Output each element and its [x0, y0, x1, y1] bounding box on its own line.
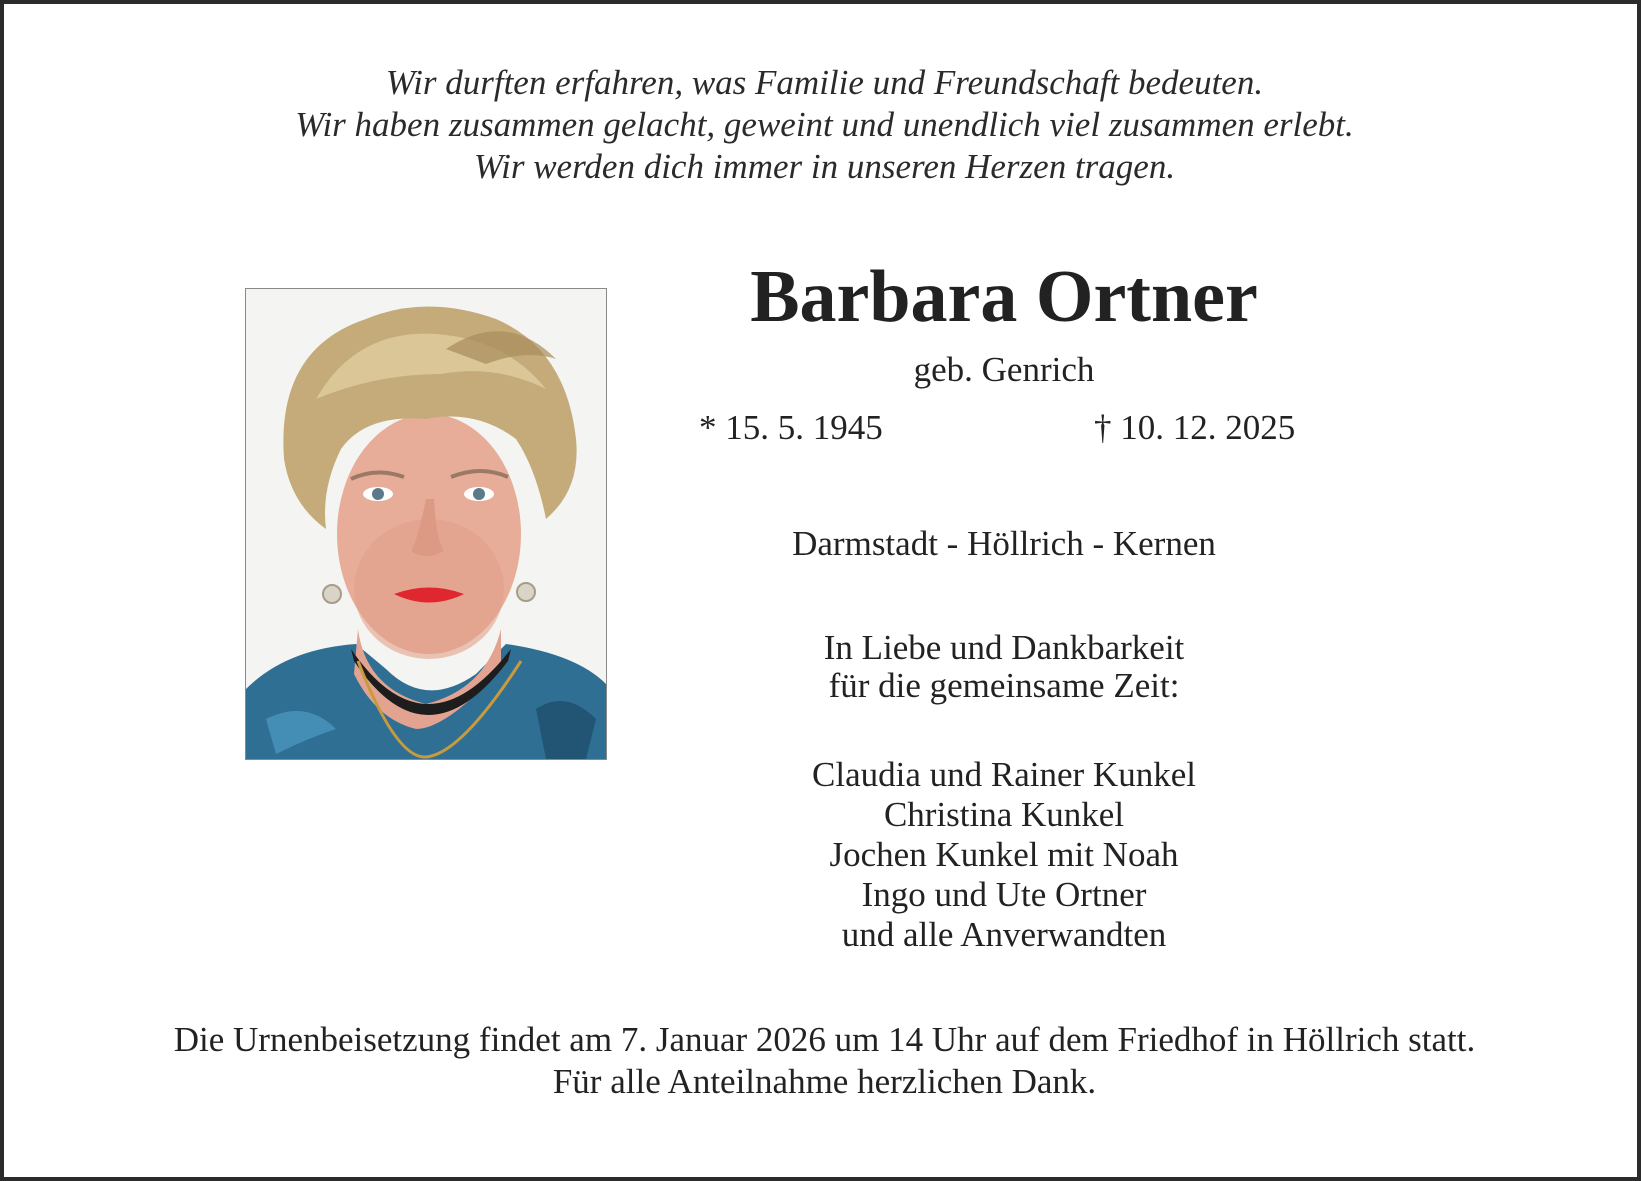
mourner-entry: Christina Kunkel	[883, 795, 1125, 834]
funeral-line: Für alle Anteilnahme herzlichen Dank.	[552, 1062, 1097, 1101]
mourner-entry: Claudia und Rainer Kunkel	[812, 755, 1196, 794]
thanks-message	[604, 629, 1404, 705]
verse-line: Wir haben zusammen gelacht, geweint und unendlich viel zusammen erlebt.	[295, 105, 1354, 144]
verse-line: Wir durften erfahren, was Familie und Freundschaft bedeuten.	[385, 63, 1264, 102]
mourner-entry: und alle Anverwandten	[841, 915, 1167, 954]
mourner-entry: Ingo und Ute Ortner	[861, 875, 1147, 914]
death-date: † 10. 12. 2025	[1094, 408, 1296, 447]
thanks-line: für die gemeinsame Zeit:	[828, 666, 1180, 705]
maiden-name: geb. Genrich	[913, 350, 1095, 389]
memorial-verse	[4, 62, 1641, 188]
portrait-photo	[245, 288, 607, 760]
portrait-illustration	[246, 289, 606, 759]
birth-date: * 15. 5. 1945	[699, 408, 883, 447]
funeral-notice	[4, 1019, 1641, 1103]
verse-line: Wir werden dich immer in unseren Herzen tragen.	[473, 147, 1176, 186]
funeral-line: Die Urnenbeisetzung findet am 7. Januar 2026 um 14 Uhr auf dem Friedhof in Höllrich statt.	[173, 1020, 1476, 1059]
mourner-entry: Jochen Kunkel mit Noah	[829, 835, 1179, 874]
thanks-line: In Liebe und Dankbarkeit	[823, 628, 1185, 667]
mourners-list	[604, 755, 1404, 955]
places-of-life: Darmstadt - Höllrich - Kernen	[792, 524, 1216, 563]
deceased-name: Barbara Ortner	[750, 256, 1258, 338]
